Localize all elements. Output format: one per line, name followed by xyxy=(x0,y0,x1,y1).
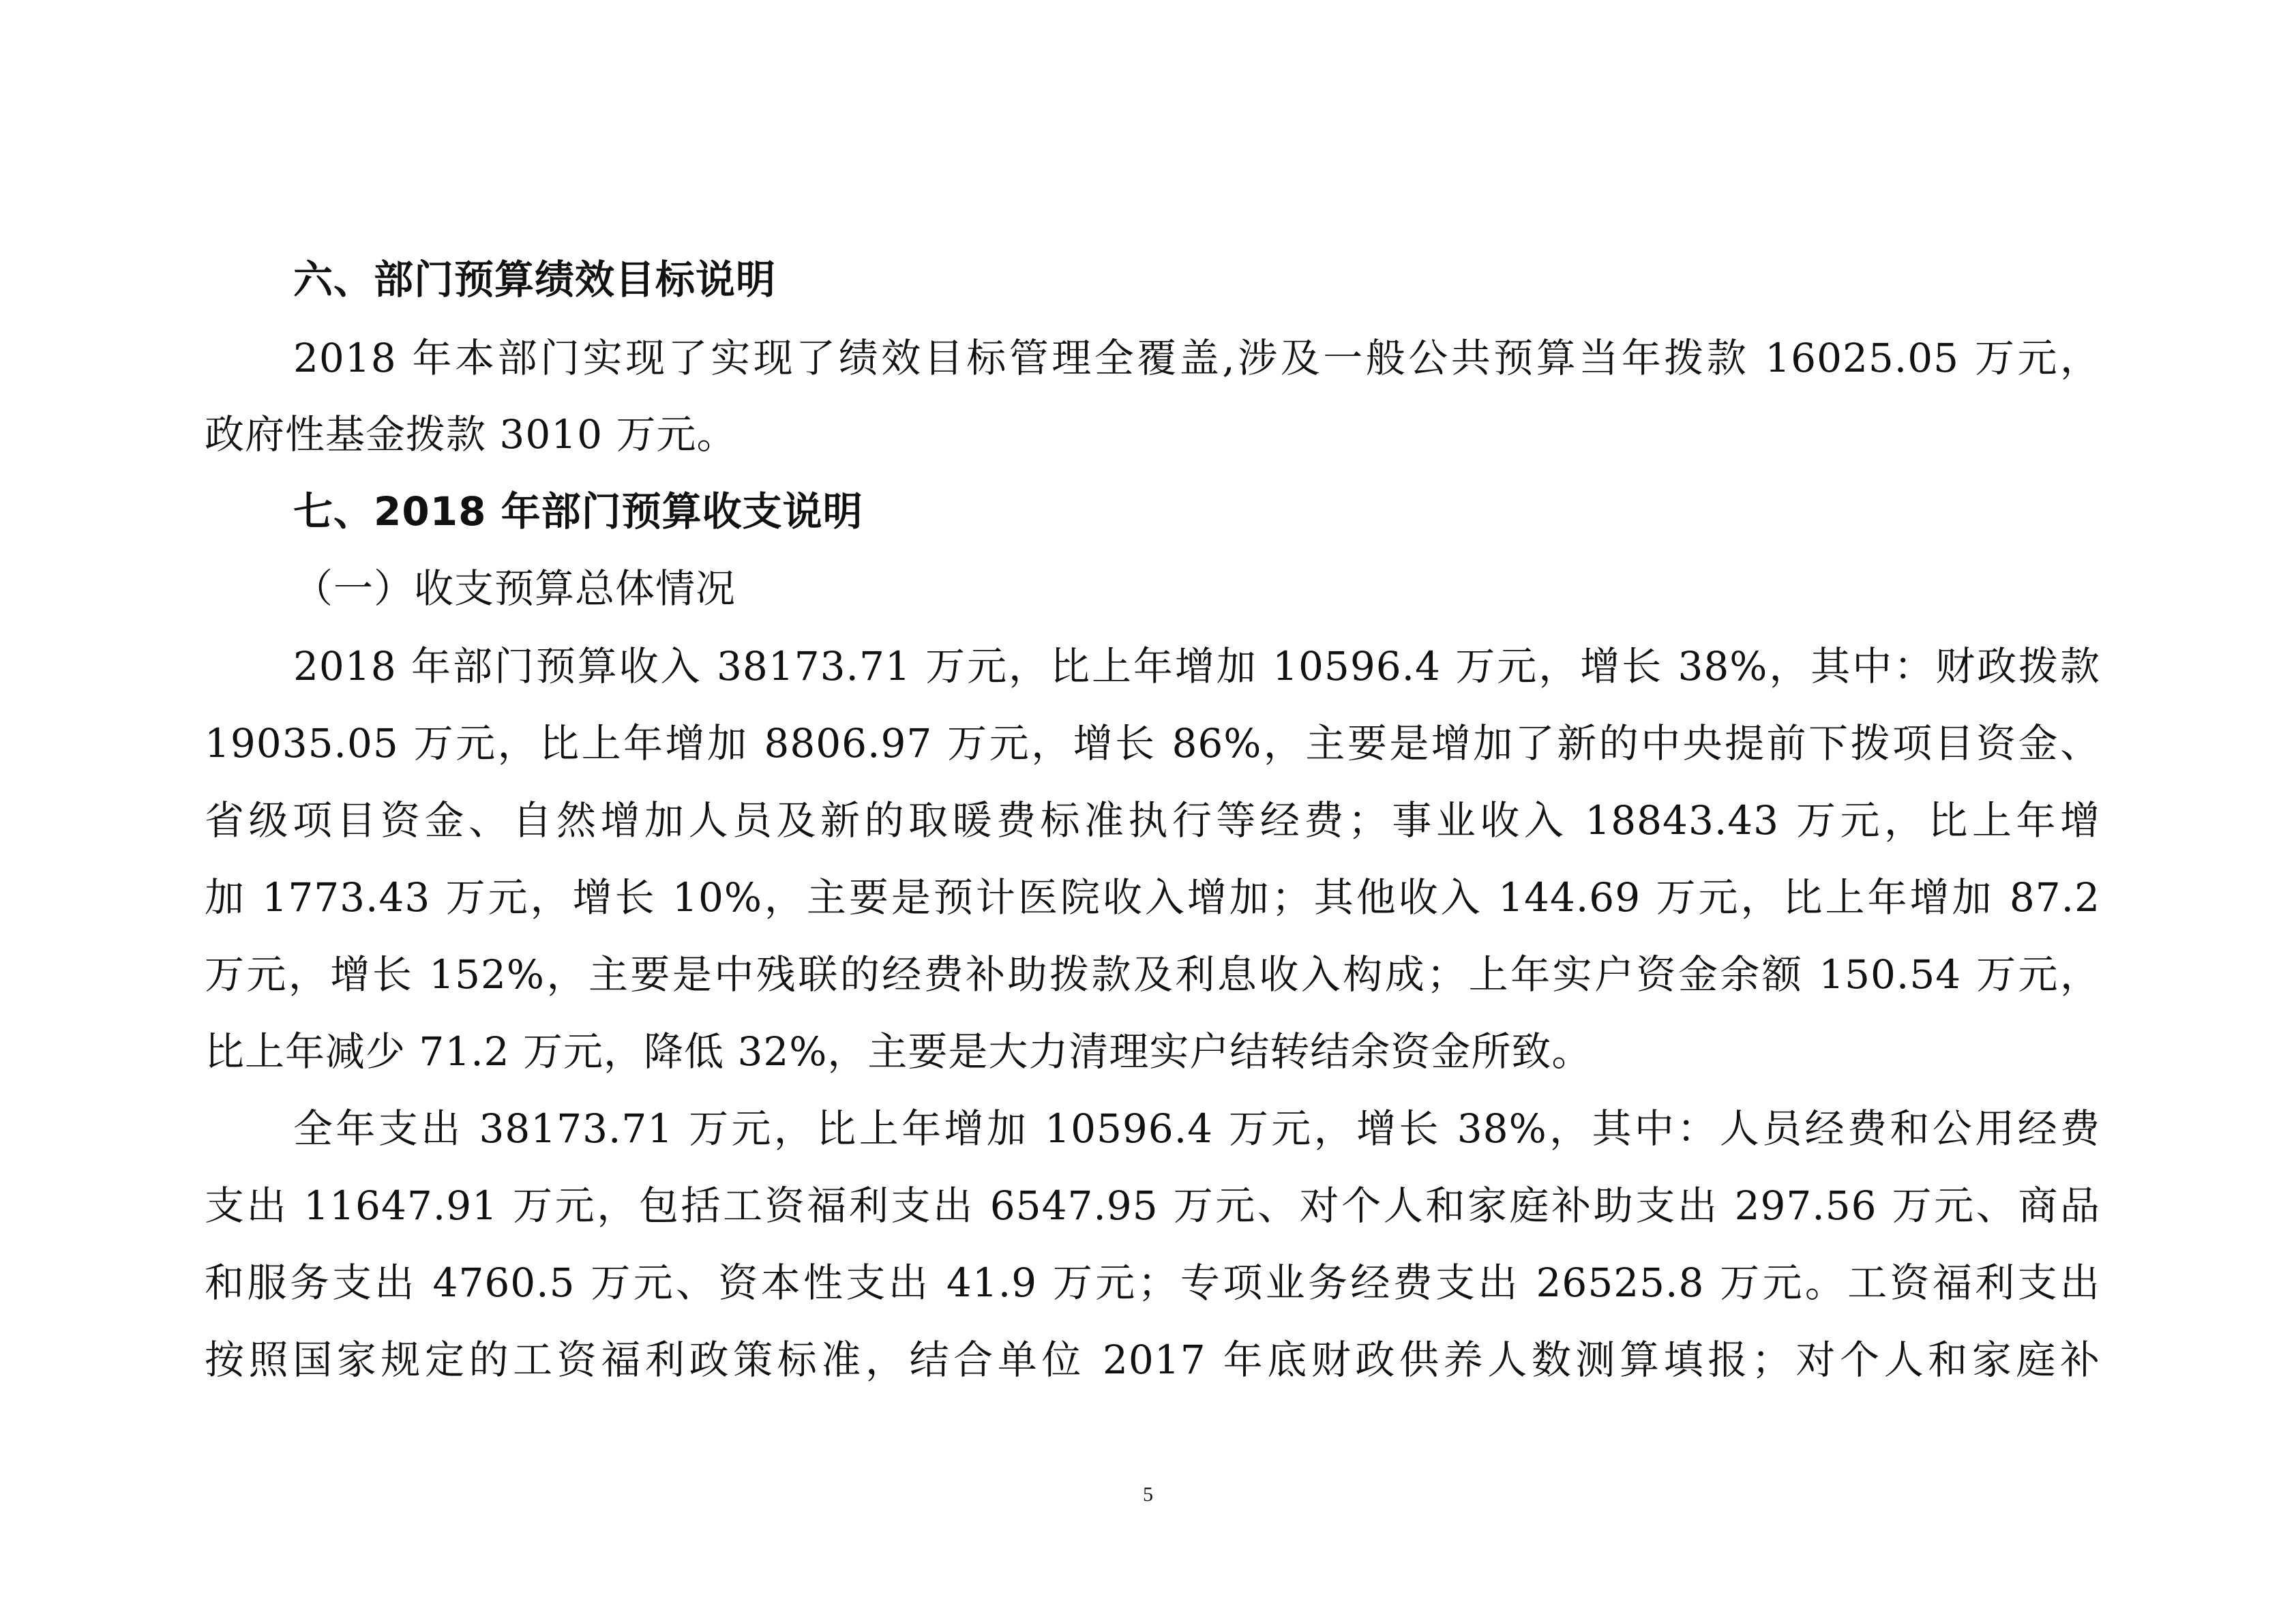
section-6-paragraph-line-2: 政府性基金拨款 3010 万元。 xyxy=(205,411,737,458)
income-paragraph-line-3: 省级项目资金、自然增加人员及新的取暖费标准执行等经费；事业收入 18843.43 万元，比上年增 xyxy=(205,797,2100,844)
expense-paragraph-line-2: 支出 11647.91 万元，包括工资福利支出 6547.95 万元、对个人和家庭补助支出 297.56 万元、商品 xyxy=(205,1182,2100,1229)
income-paragraph-line-6: 比上年减少 71.2 万元，降低 32%，主要是大力清理实户结转结余资金所致。 xyxy=(205,1028,1592,1075)
income-paragraph-line-2: 19035.05 万元，比上年增加 8806.97 万元，增长 86%，主要是增加了新的中央提前下拨项目资金、 xyxy=(205,720,2100,766)
page-number: 5 xyxy=(1143,1483,1153,1506)
section-6-paragraph-line-1: 2018 年本部门实现了实现了绩效目标管理全覆盖,涉及一般公共预算当年拨款 16025.05 万元， xyxy=(293,335,2100,381)
income-paragraph-line-1: 2018 年部门预算收入 38173.71 万元，比上年增加 10596.4 万元，增长 38%，其中：财政拨款 xyxy=(293,643,2100,689)
section-6-heading: 六、部门预算绩效目标说明 xyxy=(293,256,777,303)
expense-paragraph-line-3: 和服务支出 4760.5 万元、资本性支出 41.9 万元；专项业务经费支出 26525.8 万元。工资福利支出 xyxy=(205,1260,2100,1306)
section-7-subheading: （一）收支预算总体情况 xyxy=(293,565,736,612)
section-7-heading: 七、2018 年部门预算收支说明 xyxy=(293,488,863,535)
income-paragraph-line-5: 万元，增长 152%，主要是中残联的经费补助拨款及利息收入构成；上年实户资金余额 150.54 万元， xyxy=(205,951,2100,998)
expense-paragraph-line-4: 按照国家规定的工资福利政策标准，结合单位 2017 年底财政供养人数测算填报；对个人和家庭补 xyxy=(205,1337,2100,1383)
income-paragraph-line-4: 加 1773.43 万元，增长 10%，主要是预计医院收入增加；其他收入 144.69 万元，比上年增加 87.2 xyxy=(205,874,2100,921)
expense-paragraph-line-1: 全年支出 38173.71 万元，比上年增加 10596.4 万元，增长 38%，其中：人员经费和公用经费 xyxy=(293,1105,2100,1152)
